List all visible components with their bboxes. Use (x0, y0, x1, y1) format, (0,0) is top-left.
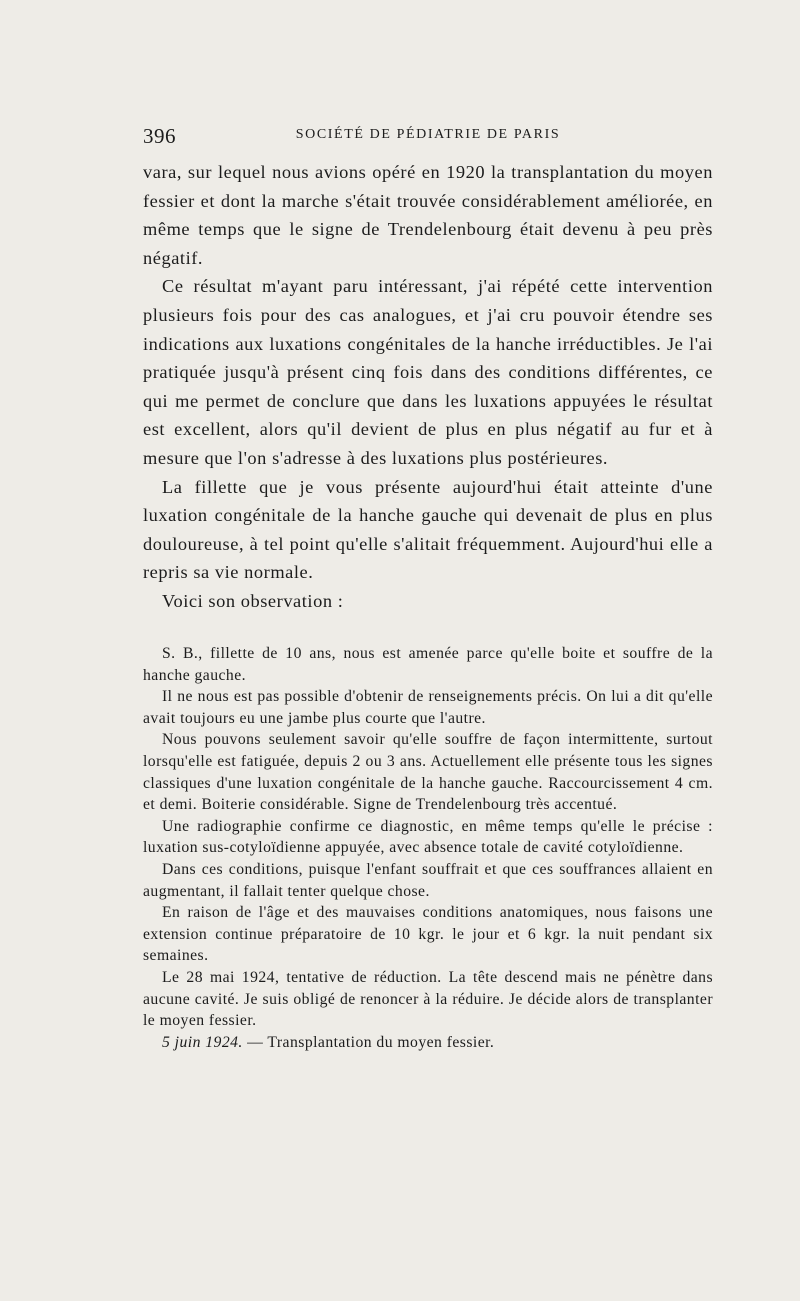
clinical-observation (143, 643, 713, 1053)
main-text (143, 158, 713, 616)
observation-paragraph-1: S. B., fillette de 10 ans, nous est amenée parce qu'elle boite et souffre de la hanche gauche. (143, 645, 713, 684)
entry-date: 5 juin 1924. (162, 1033, 243, 1051)
paragraph-intro-3: La fillette que je vous présente aujourd'hui était atteinte d'une luxation congénitale de la hanche gauche qui devenait de plus en plus douloureuse, à tel point qu'elle s'alitait fréquemment. Aujourd'hui elle a repris sa vie normale. (143, 476, 713, 583)
observation-paragraph-7: Le 28 mai 1924, tentative de réduction. La tête descend mais ne pénètre dans aucune cavité. Je suis obligé de renoncer à la réduire. Je décide alors de transplanter le moyen fessier. (143, 968, 713, 1030)
paragraph-intro-1: vara, sur lequel nous avions opéré en 1920 la transplantation du moyen fessier et dont la marche s'était trouvée considérablement améliorée, en même temps que le signe de Trendelenbourg était devenu à peu près négatif. (143, 162, 713, 268)
page-number: 396 (143, 124, 176, 148)
observation-paragraph-6: En raison de l'âge et des mauvaises conditions anatomiques, nous faisons une extension continue préparatoire de 10 kgr. le jour et 6 kgr. la nuit pendant six semaines. (143, 904, 713, 965)
observation-paragraph-2: Il ne nous est pas possible d'obtenir de renseignements précis. On lui a dit qu'elle avait toujours eu une jambe plus courte que l'autre. (143, 688, 713, 727)
paragraph-intro-2: Ce résultat m'ayant paru intéressant, j'ai répété cette intervention plusieurs fois pour des cas analogues, et j'ai cru pouvoir étendre ses indications aux luxations congénitales de la hanche irréductibles. Je l'ai pratiquée jusqu'à présent cinq fois dans des conditions différentes, ce qui me permet de conclure que dans les luxations appuyées le résultat est excellent, alors qu'il devient de plus en plus négatif au fur et à mesure que l'on s'adresse à des luxations plus postérieures. (143, 276, 713, 468)
observation-final-entry (143, 1032, 713, 1054)
observation-paragraph-3: Nous pouvons seulement savoir qu'elle souffre de façon intermittente, surtout lorsqu'elle est fatiguée, depuis 2 ou 3 ans. Actuellement elle présente tous les signes classiques d'une luxation congénitale de la hanche gauche. Raccourcissement 4 cm. et demi. Boiterie considérable. Signe de Trendelenbourg très accentué. (143, 731, 713, 814)
observation-paragraph-5: Dans ces conditions, puisque l'enfant souffrait et que ces souffrances allaient en augmentant, il fallait tenter quelque chose. (143, 860, 713, 900)
page-header (143, 124, 713, 154)
paragraph-intro-4: Voici son observation : (162, 590, 344, 611)
entry-text: — Transplantation du moyen fessier. (247, 1033, 495, 1051)
running-head: SOCIÉTÉ DE PÉDIATRIE DE PARIS (295, 127, 561, 142)
observation-paragraph-4: Une radiographie confirme ce diagnostic, en même temps qu'elle le précise : luxation sus-cotyloïdienne appuyée, avec absence totale de cavité cotyloïdienne. (143, 817, 713, 857)
